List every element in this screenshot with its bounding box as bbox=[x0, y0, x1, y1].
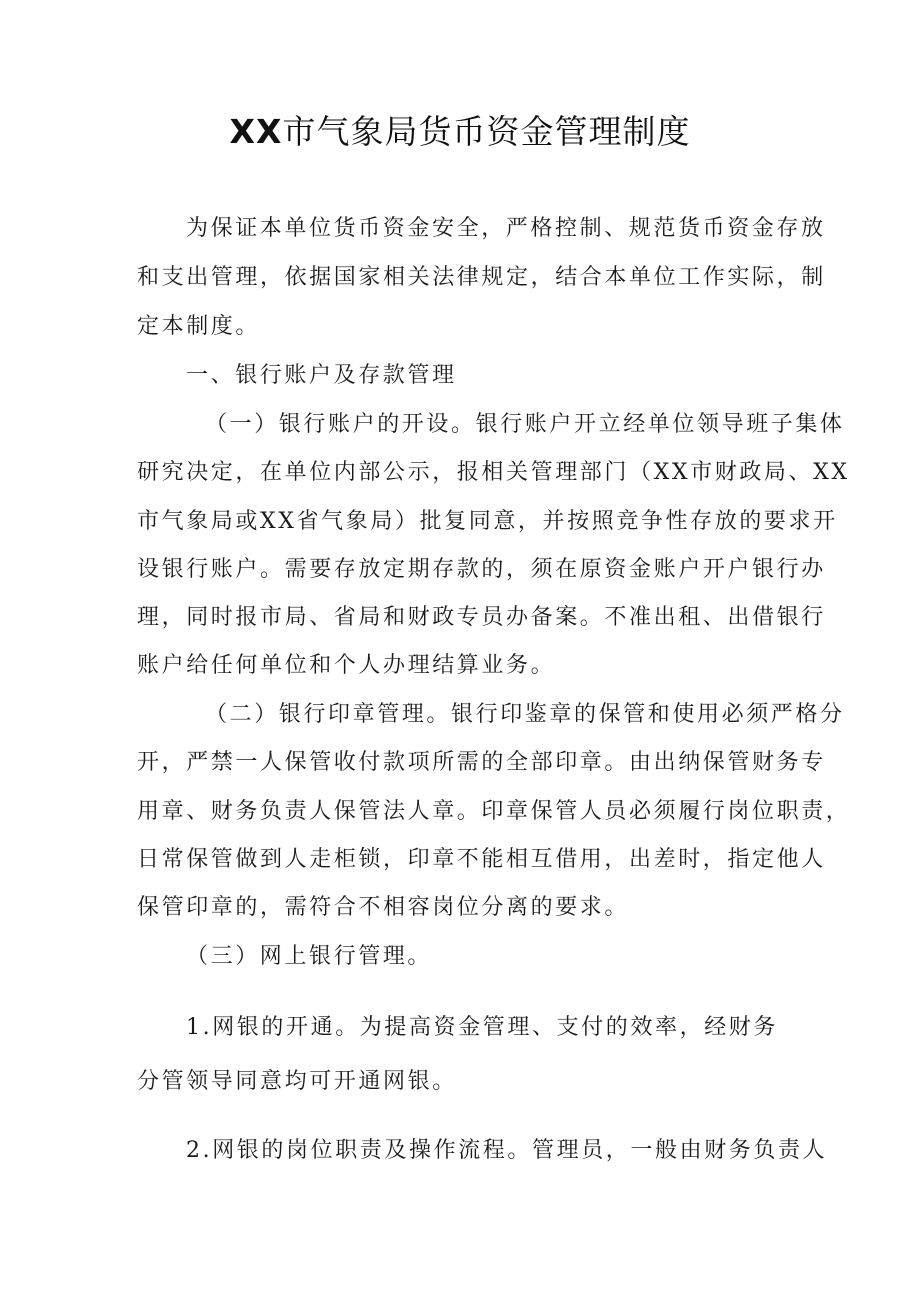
paragraph-intro-line-1: 为保证本单位货币资金安全，严格控制、规范货币资金存放 bbox=[186, 216, 826, 241]
subsection-2-line-2: 开，严禁一人保管收付款项所需的全部印章。由出纳保管财务专 bbox=[137, 750, 826, 775]
paragraph-intro-line-3: 定本制度。 bbox=[137, 314, 261, 339]
subsection-2-line-5: 保管印章的，需符合不相容岗位分离的要求。 bbox=[137, 895, 630, 920]
section-heading-1: 一、银行账户及存款管理 bbox=[186, 363, 457, 388]
subsection-1-line-4: 设银行账户。需要存放定期存款的，须在原资金账户开户银行办 bbox=[137, 557, 826, 582]
subsection-3-heading: （三）网上银行管理。 bbox=[186, 944, 433, 969]
title-prefix: XX bbox=[229, 112, 283, 151]
subsection-2-line-1: （二）银行印章管理。银行印鉴章的保管和使用必须严格分 bbox=[205, 702, 845, 727]
subsection-1-line-5: 理，同时报市局、省局和财政专员办备案。不准出租、出借银行 bbox=[137, 605, 826, 630]
subsection-2-line-4: 日常保管做到人走柜锁，印章不能相互借用，出差时，指定他人 bbox=[137, 847, 826, 872]
subsection-1-line-2: 研究决定，在单位内部公示，报相关管理部门（XX市财政局、XX bbox=[137, 460, 850, 485]
item-1-line-1: 1.网银的开通。为提高资金管理、支付的效率，经财务 bbox=[186, 1015, 778, 1040]
subsection-1-line-3: 市气象局或XX省气象局）批复同意，并按照竞争性存放的要求开 bbox=[137, 509, 838, 534]
item-2-line-1: 2.网银的岗位职责及操作流程。管理员，一般由财务负责人 bbox=[186, 1138, 828, 1163]
subsection-2-line-3: 用章、财务负责人保管法人章。印章保管人员必须履行岗位职责， bbox=[137, 799, 851, 824]
paragraph-intro-line-2: 和支出管理，依据国家相关法律规定，结合本单位工作实际，制 bbox=[137, 265, 826, 290]
document-title bbox=[0, 106, 920, 153]
subsection-1-line-6: 账户给任何单位和个人办理结算业务。 bbox=[137, 653, 556, 678]
item-1-line-2: 分管领导同意均可开通网银。 bbox=[137, 1069, 457, 1094]
subsection-1-line-1: （一）银行账户的开设。银行账户开立经单位领导班子集体 bbox=[205, 412, 845, 437]
title-text: 市气象局货币资金管理制度 bbox=[282, 112, 691, 151]
